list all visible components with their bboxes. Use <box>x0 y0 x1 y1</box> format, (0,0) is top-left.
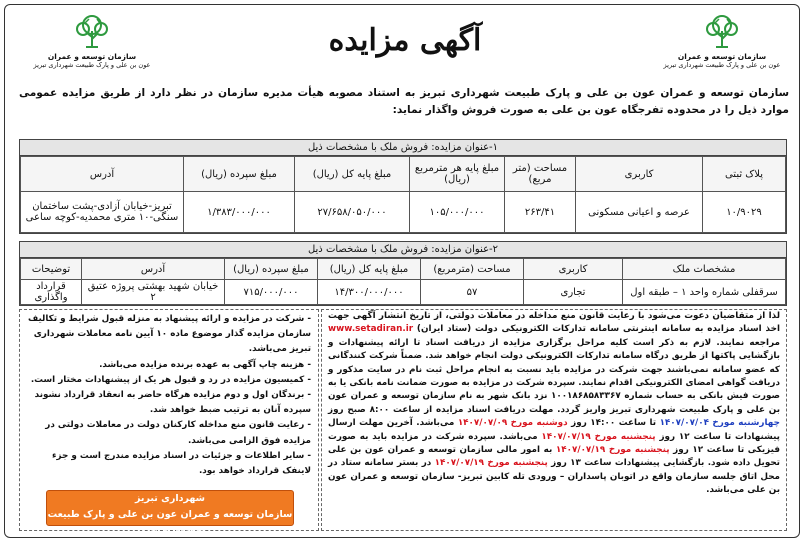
col-total-price: مبلغ پایه کل (ریال) <box>318 259 421 280</box>
ad-title: آگهی مزایده <box>328 23 482 58</box>
org-name-line2: عون بن علی و پارک طبیعت شهرداری تبریز <box>663 61 781 69</box>
list-item: - رعایت قانون منع مداخله کارکنان دولت در معاملات دولتی در مزایده فوق الزامی می‌باشد. <box>45 420 311 446</box>
date-docs-start: چهارشنبه مورخ ۱۴۰۷/۰۷/۰۴ <box>659 418 780 429</box>
list-item: - هزینه چاپ آگهی به عهده برنده مزایده می‌باشد. <box>99 359 311 370</box>
col-unit-price: مبلغ پایه هر مترمربع (ریال) <box>410 157 505 192</box>
col-property: مشخصات ملک <box>623 259 786 280</box>
cell-deposit: ۷۱۵/۰۰۰/۰۰۰ <box>225 280 318 305</box>
col-address: آدرس <box>21 157 184 192</box>
col-address: آدرس <box>82 259 225 280</box>
auction-section-1 <box>19 139 787 234</box>
table-header-row <box>21 157 786 192</box>
cell-address: تبریز-خیابان آزادی-پشت ساختمان سنگی-۱۰ متری محمدیه-کوچه ساعی <box>21 192 184 233</box>
col-deposit: مبلغ سپرده (ریال) <box>225 259 318 280</box>
col-plate: پلاک ثبتی <box>703 157 786 192</box>
property-table-2 <box>20 258 786 305</box>
table-header-row <box>21 259 786 280</box>
auction-section-2 <box>19 241 787 306</box>
section-1-heading: ۱-عنوان مزایده: فروش ملک با مشخصات ذیل <box>20 140 786 156</box>
cell-area: ۲۶۳/۴۱ <box>505 192 576 233</box>
conditions-list <box>19 309 319 536</box>
org-logo-left <box>27 11 157 69</box>
conditions-part-5: می‌باشد. سپرده شرکت در مزایده باید به صورت فیزیکی تا ساعت ۱۲ روز <box>328 431 780 456</box>
conditions-part-1: لذا از متقاضیان دعوت می‌شود با رعایت قانون منع مداخله در معاملات دولتی، از تاریخ انتشار آگهی جهت اخذ اسناد مزایده به سامانه اینترنتی سامانه تدارکات الکترونیکی دولت (ستاد ایران) <box>328 311 780 335</box>
date-opening: پنجشنبه مورخ ۱۴۰۷/۰۷/۱۹ <box>434 458 548 469</box>
col-area: مساحت (متر مربع) <box>505 157 576 192</box>
col-area: مساحت (مترمربع) <box>421 259 524 280</box>
conditions-part-6: به امور مالی سازمان توسعه و عمران عون بن علی تحویل داده شود. بازگشایی پیشنهادات ساعت ۱۳ روز <box>328 445 780 469</box>
conditions-paragraph <box>321 309 787 531</box>
org-banner <box>46 490 294 536</box>
cell-usage: عرصه و اعیانی مسکونی <box>576 192 703 233</box>
tree-logo-icon <box>71 11 113 51</box>
list-item: - برندگان اول و دوم مزایده هرگاه حاضر به انعقاد قرارداد نشوند سپرده آنان به ترتیب ضبط خواهد شد. <box>34 390 311 416</box>
col-usage: کاربری <box>576 157 703 192</box>
banner-line-2: سازمان توسعه و عمران عون بن علی و پارک طبیعت شهرداری تبریز <box>47 509 293 536</box>
conditions-part-4: می‌باشد. آخرین مهلت ارسال پیشنهادات تا ساعت ۱۲ روز <box>328 418 780 442</box>
cell-total-price: ۲۷/۶۵۸/۰۵۰/۰۰۰ <box>295 192 410 233</box>
intro-paragraph: سازمان توسعه و عمران عون بن علی و پارک طبیعت شهرداری تبریز به استناد مصوبه هیأت مدیره سازمان در نظر دارد از طریق مزایده عمومی موارد ذیل را در محدوده تفرجگاه عون بن علی به صورت فروش واگذار نماید: <box>19 87 789 116</box>
conditions-part-2: مراجعه نمایند. لازم به ذکر است کلیه مراحل برگزاری مزایده از دریافت اسناد تا ارائه پیشنهادات و بازگشایی پاکتها از طریق درگاه سامانه تدارکات الکترونیکی دولت انجام خواهد شد. ضمناً شرکت کنندگانی که عضو سامانه نمی‌باشند جهت شرکت در مزایده باید نسبت به انجام مراحل ثبت نام در سایت مذکور و دریافت گواهی امضای الکترونیکی اقدام نمایند. سپرده شرکت در مزایده به صورت ضمانت نامه بانکی یا به صورت فیش بانکی به حساب شماره ۱۰۰۱۸۶۸۵۸۳۳۶۷ نزد بانک شهر به نام سازمان توسعه و عمران عون بن علی و پارک طبیعت شهرداری تبریز واریز گردد. مهلت دریافت اسناد مزایده از ساعت ۸:۰۰ صبح روز <box>328 337 781 415</box>
org-name-line1: سازمان توسعه و عمران <box>47 52 137 61</box>
cell-plate: ۱۰/۹۰۲۹ <box>703 192 786 233</box>
section-2-heading: ۲-عنوان مزایده: فروش ملک با مشخصات ذیل <box>20 242 786 258</box>
org-name-line2: عون بن علی و پارک طبیعت شهرداری تبریز <box>33 61 151 69</box>
conditions-area <box>19 309 787 536</box>
col-notes: توضیحات <box>21 259 82 280</box>
col-usage: کاربری <box>524 259 623 280</box>
list-item: - سایر اطلاعات و جزئیات در اسناد مزایده مندرج است و جزء لاینفک قرارداد خواهد بود. <box>52 450 311 477</box>
org-name-line1: سازمان توسعه و عمران <box>677 52 767 61</box>
list-item: - شرکت در مزایده و ارائه پیشنهاد به منزله قبول شرایط و تکالیف سازمان مزایده گذار موضوع ماده ۱۰ آیین نامه معاملات شهرداری تبریز می‌باشد. <box>27 314 311 355</box>
cell-property: سرقفلی شماره واحد ۱ – طبقه اول <box>623 280 786 305</box>
cell-unit-price: ۱۰۵/۰۰۰/۰۰۰ <box>410 192 505 233</box>
date-deposit-deadline: پنجشنبه مورخ ۱۴۰۷/۰۷/۱۹ <box>555 445 670 456</box>
cell-usage: تجاری <box>524 280 623 305</box>
conditions-part-3: تا ساعت ۱۴:۰۰ روز <box>571 418 657 429</box>
cell-total-price: ۱۴/۳۰۰/۰۰۰/۰۰۰ <box>318 280 421 305</box>
property-table-1 <box>20 156 786 233</box>
date-docs-end: دوشنبه مورخ ۱۴۰۷/۰۷/۰۹ <box>457 418 568 429</box>
setadiran-link[interactable]: www.setadiran.ir <box>328 324 414 335</box>
cell-deposit: ۱/۳۸۳/۰۰۰/۰۰۰ <box>184 192 295 233</box>
banner-line-1: شهرداری تبریز <box>135 493 205 504</box>
table-row <box>21 192 786 233</box>
list-item: - کمیسیون مزایده در رد و قبول هر یک از پیشنهادات مختار است. <box>30 374 311 385</box>
col-deposit: مبلغ سپرده (ریال) <box>184 157 295 192</box>
date-bids-deadline: پنجشنبه مورخ ۱۴۰۷/۰۷/۱۹ <box>541 431 656 442</box>
org-logo-right <box>657 11 787 69</box>
table-row <box>21 280 786 305</box>
cell-notes: قرارداد واگذاری <box>21 280 82 305</box>
tree-logo-icon <box>701 11 743 51</box>
cell-address: خیابان شهید بهشتی پروژه عتیق ۲ <box>82 280 225 305</box>
cell-area: ۵۷ <box>421 280 524 305</box>
col-total-price: مبلغ پایه کل (ریال) <box>295 157 410 192</box>
conditions-part-7: در بستر سامانه ستاد در محل اتاق جلسه سازمان واقع در اتوبان پاسداران – ورودی تله کابین تبریز- سازمان توسعه و عمران عون بن علی می‌باشد. <box>328 458 780 496</box>
advertisement-frame <box>4 4 800 538</box>
